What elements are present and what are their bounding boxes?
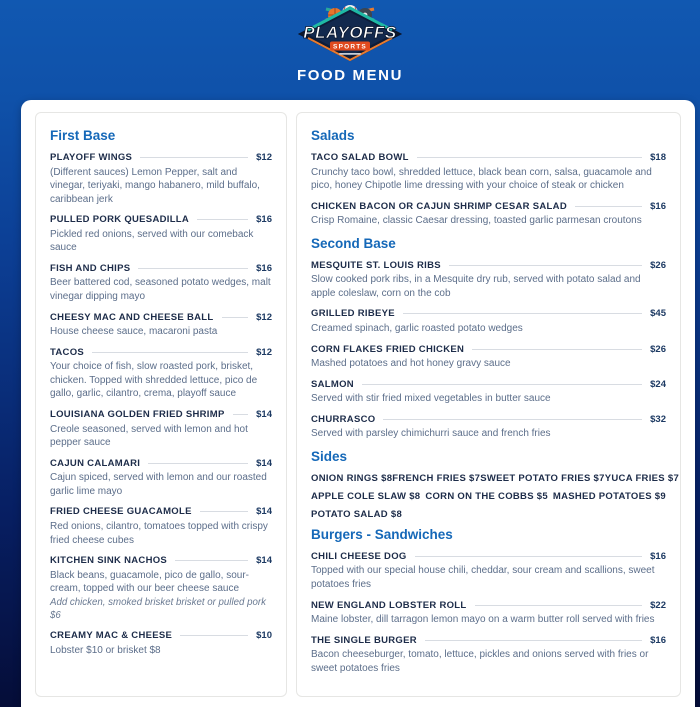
menu-section [50,128,272,657]
item-row [311,152,666,163]
item-name: THE SINGLE BURGER [311,634,417,646]
item-price: $16 [650,550,666,562]
item-price: $45 [650,308,666,320]
item-name: PLAYOFF WINGS [50,152,133,163]
section-heading: First Base [50,128,116,143]
menu-item [50,263,272,304]
item-price: $16 [256,214,272,226]
menu-item [50,506,272,547]
leader-line [417,157,642,158]
item-price: $14 [256,457,272,469]
menu-card-left [35,112,287,697]
leader-line [92,352,248,353]
menu-item [50,630,272,657]
item-row [50,347,272,358]
menu-item [50,152,272,206]
menu-section [311,448,680,520]
menu-item [311,600,666,627]
menu-item [50,312,272,339]
item-name: CAJUN CALAMARI [50,457,141,469]
header [0,0,700,100]
leader-line [403,313,642,314]
menu-section [311,527,666,675]
menu-item [311,201,666,228]
item-price: $16 [650,634,666,646]
item-row [311,260,666,271]
item-name: CORN FLAKES FRIED CHICKEN [311,343,465,355]
item-row [50,312,272,323]
side-item: MASHED POTATOES $9 [552,490,666,502]
leader-line [180,635,248,636]
menu-item [311,414,666,441]
item-description: Your choice of fish, slow roasted pork, brisket, chicken. Topped with shredded lettuce, pico de gallo, garlic, cilantro, crema, playoff sauce [50,361,258,400]
leader-line [449,265,642,266]
item-price: $12 [256,152,272,163]
leader-line [233,414,249,415]
content-panel [21,100,695,707]
menu-section [311,128,666,228]
item-description: Black beans, guacamole, pico de gallo, sour-cream, topped with our beer cheese sauce [50,569,250,595]
item-price: $32 [650,413,666,425]
item-description: Bacon cheeseburger, tomato, lettuce, pickles and onions served with fries or sweet potatoes fries [311,649,649,674]
menu-item [311,344,666,371]
leader-line [362,384,642,385]
menu-item [50,214,272,255]
item-price: $12 [256,346,272,358]
item-description: Served with stir fried mixed vegetables in butter sauce [311,393,551,405]
item-description: Served with parsley chimichurri sauce and french fries [311,428,551,440]
item-description: Mashed potatoes and hot honey gravy sauce [311,358,511,370]
menu-item [311,379,666,406]
item-description: Creamed spinach, garlic roasted potato wedges [311,322,523,334]
item-description: Lobster $10 or brisket $8 [50,644,161,656]
menu-item [311,551,666,592]
section-heading: Burgers - Sandwiches [311,526,453,542]
item-row [50,409,272,420]
menu-item [311,635,666,676]
item-name: CHICKEN BACON OR CAJUN SHRIMP CESAR SALAD [311,200,567,212]
leader-line [138,268,248,269]
item-price: $24 [650,378,666,390]
logo-banner: SPORTS [333,43,367,51]
item-name: CHILI CHEESE DOG [311,550,407,562]
item-row [311,308,666,319]
item-row [50,555,272,566]
leader-line [140,157,248,158]
leader-line [197,219,248,220]
item-price: $16 [650,200,666,212]
sides-row [311,472,680,484]
leader-line [222,317,249,318]
item-price: $18 [650,152,666,163]
leader-line [472,349,642,350]
item-price: $14 [256,506,272,518]
side-item: FRENCH FRIES $7 [392,472,481,484]
side-item: YUCA FRIES $7 [604,472,680,484]
item-price: $12 [256,311,272,323]
item-row [50,214,272,225]
leader-line [148,463,248,464]
item-description: House cheese sauce, macaroni pasta [50,326,218,338]
item-name: CHEESY MAC AND CHEESE BALL [50,311,214,323]
menu-item [311,152,666,193]
item-description: Maine lobster, dill tarragon lemon mayo on a warm butter roll served with fries [311,614,655,626]
section-heading: Salads [311,128,355,143]
section-heading: Second Base [311,235,396,251]
item-note: Add chicken, smoked brisket brisket or pulled pork $6 [50,596,266,621]
item-description: Cajun spiced, served with lemon and our roasted garlic lime mayo [50,472,267,497]
playoffs-logo [0,0,700,62]
menu-section [311,236,666,441]
item-row [50,152,272,163]
playoffs-logo-icon [294,4,406,62]
item-name: KITCHEN SINK NACHOS [50,555,168,567]
item-name: SALMON [311,378,354,390]
leader-line [200,511,248,512]
menu-item [311,308,666,335]
item-name: LOUISIANA GOLDEN FRIED SHRIMP [50,409,225,421]
item-row [311,379,666,390]
item-name: NEW ENGLAND LOBSTER ROLL [311,599,467,611]
item-row [311,414,666,425]
item-row [311,635,666,646]
item-price: $14 [256,555,272,567]
item-name: CHURRASCO [311,413,376,425]
item-description: (Different sauces) Lemon Pepper, salt and vinegar, teriyaki, mango habanero, mild buffalo, caribbean jerk [50,166,260,205]
leader-line [575,206,642,207]
item-row [311,551,666,562]
item-description: Slow cooked pork ribs, in a Mesquite dry rub, served with potato salad and apple coleslaw, corn on the cob [311,274,641,299]
item-description: Red onions, cilantro, tomatoes topped with crispy fried cheese cubes [50,520,268,546]
side-item: APPLE COLE SLAW $8 [311,490,421,502]
item-name: FISH AND CHIPS [50,262,131,274]
item-name: PULLED PORK QUESADILLA [50,214,190,226]
menu-item [50,458,272,499]
item-name: CREAMY MAC & CHEESE [50,630,173,642]
leader-line [425,640,642,641]
item-row [50,263,272,274]
item-row [50,458,272,469]
item-name: MESQUITE ST. LOUIS RIBS [311,259,441,271]
menu-item [311,260,666,301]
item-description: Topped with our special house chili, cheddar, sour cream and scallions, sweet potatoes fries [311,565,655,590]
item-price: $26 [650,259,666,271]
side-item: POTATO SALAD $8 [311,508,403,520]
item-price: $14 [256,409,272,421]
item-name: TACO SALAD BOWL [311,152,409,163]
menu-item [50,347,272,401]
section-heading: Sides [311,448,348,464]
sides-row [311,491,666,502]
item-description: Crisp Romaine, classic Caesar dressing, toasted garlic parmesan croutons [311,215,642,227]
item-name: FRIED CHEESE GUACAMOLE [50,506,192,518]
item-description: Crunchy taco bowl, shredded lettuce, black bean corn, salsa, guacamole and pico, honey Chipotle lime dressing with your choice of steak or chicken [311,166,652,192]
item-price: $22 [650,599,666,611]
item-name: TACOS [50,346,85,358]
item-row [311,201,666,212]
menu-item [50,555,272,622]
leader-line [475,605,643,606]
side-item: ONION RINGS $8 [311,472,393,484]
item-row [311,344,666,355]
side-item: CORN ON THE COBBS $5 [425,490,548,502]
item-row [311,600,666,611]
leader-line [175,560,248,561]
sides-row [311,509,666,520]
item-price: $16 [256,262,272,274]
leader-line [415,556,643,557]
item-row [50,506,272,517]
item-description: Pickled red onions, served with our comeback sauce [50,228,254,254]
page-title: FOOD MENU [296,67,404,84]
logo-title: PLAYOFFS [303,23,397,42]
item-price: $10 [256,630,272,642]
leader-line [383,419,642,420]
item-description: Beer battered cod, seasoned potato wedges, malt vinegar dipping mayo [50,277,271,303]
menu-card-right [296,112,681,697]
item-name: GRILLED RIBEYE [311,308,395,320]
item-price: $26 [650,343,666,355]
item-description: Creole seasoned, served with lemon and hot pepper sauce [50,423,248,449]
menu-item [50,409,272,450]
side-item: SWEET POTATO FRIES $7 [480,472,605,484]
item-row [50,630,272,641]
